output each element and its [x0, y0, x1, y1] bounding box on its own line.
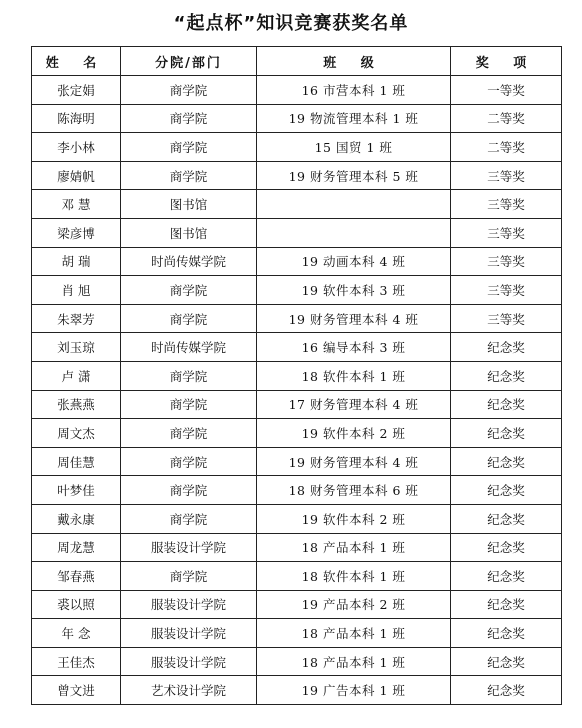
table-row: [32, 76, 562, 105]
cell-name: 陈海明: [32, 104, 121, 133]
table-row: [32, 361, 562, 390]
table-row: [32, 218, 562, 247]
cell-name: 胡 瑞: [32, 247, 121, 276]
table-header-row: [32, 47, 562, 76]
cell-name: 刘玉琼: [32, 333, 121, 362]
cell-award: 三等奖: [451, 247, 562, 276]
table-row: [32, 619, 562, 648]
cell-name: 廖婧帆: [32, 161, 121, 190]
cell-class: 18 产品本科 1 班: [257, 647, 451, 676]
cell-name: 周龙慧: [32, 533, 121, 562]
cell-name: 梁彦博: [32, 218, 121, 247]
cell-class: 19 软件本科 2 班: [257, 419, 451, 448]
table-row: [32, 190, 562, 219]
cell-class: 19 产品本科 2 班: [257, 590, 451, 619]
cell-award: 三等奖: [451, 161, 562, 190]
cell-name: 周文杰: [32, 419, 121, 448]
cell-dept: 商学院: [121, 419, 257, 448]
cell-award: 纪念奖: [451, 590, 562, 619]
cell-class: [257, 218, 451, 247]
table-row: [32, 247, 562, 276]
column-header-award: 奖 项: [451, 47, 562, 76]
column-header-name: 姓 名: [32, 47, 121, 76]
cell-dept: 商学院: [121, 504, 257, 533]
cell-dept: 图书馆: [121, 190, 257, 219]
cell-name: 邓 慧: [32, 190, 121, 219]
cell-dept: 商学院: [121, 133, 257, 162]
award-table: [31, 46, 562, 705]
table-row: [32, 476, 562, 505]
cell-award: 纪念奖: [451, 419, 562, 448]
cell-class: [257, 190, 451, 219]
cell-name: 张定娟: [32, 76, 121, 105]
cell-award: 纪念奖: [451, 390, 562, 419]
cell-class: 18 软件本科 1 班: [257, 562, 451, 591]
column-header-class: 班 级: [257, 47, 451, 76]
table-body: [32, 76, 562, 705]
table-row: [32, 419, 562, 448]
table-row: [32, 447, 562, 476]
cell-dept: 服装设计学院: [121, 533, 257, 562]
cell-dept: 图书馆: [121, 218, 257, 247]
cell-name: 年 念: [32, 619, 121, 648]
cell-class: 16 编导本科 3 班: [257, 333, 451, 362]
cell-dept: 商学院: [121, 361, 257, 390]
cell-name: 肖 旭: [32, 276, 121, 305]
cell-class: 16 市营本科 1 班: [257, 76, 451, 105]
cell-award: 纪念奖: [451, 676, 562, 705]
cell-dept: 时尚传媒学院: [121, 333, 257, 362]
cell-class: 19 财务管理本科 4 班: [257, 447, 451, 476]
cell-dept: 商学院: [121, 476, 257, 505]
cell-award: 纪念奖: [451, 447, 562, 476]
table-row: [32, 276, 562, 305]
cell-class: 17 财务管理本科 4 班: [257, 390, 451, 419]
cell-award: 三等奖: [451, 190, 562, 219]
table-row: [32, 562, 562, 591]
cell-class: 19 财务管理本科 5 班: [257, 161, 451, 190]
cell-class: 19 软件本科 3 班: [257, 276, 451, 305]
cell-class: 19 动画本科 4 班: [257, 247, 451, 276]
page-title: “起点杯”知识竞赛获奖名单: [173, 13, 409, 34]
cell-dept: 艺术设计学院: [121, 676, 257, 705]
cell-award: 纪念奖: [451, 504, 562, 533]
cell-class: 18 财务管理本科 6 班: [257, 476, 451, 505]
cell-award: 纪念奖: [451, 333, 562, 362]
table-row: [32, 647, 562, 676]
cell-dept: 商学院: [121, 76, 257, 105]
table-row: [32, 333, 562, 362]
cell-name: 周佳慧: [32, 447, 121, 476]
cell-dept: 服装设计学院: [121, 647, 257, 676]
cell-class: 18 软件本科 1 班: [257, 361, 451, 390]
table-row: [32, 504, 562, 533]
table-row: [32, 161, 562, 190]
cell-name: 张燕燕: [32, 390, 121, 419]
cell-award: 纪念奖: [451, 533, 562, 562]
cell-name: 朱翠芳: [32, 304, 121, 333]
table-row: [32, 390, 562, 419]
cell-award: 二等奖: [451, 104, 562, 133]
cell-dept: 商学院: [121, 304, 257, 333]
cell-dept: 时尚传媒学院: [121, 247, 257, 276]
cell-name: 戴永康: [32, 504, 121, 533]
table-row: [32, 533, 562, 562]
cell-name: 曾文进: [32, 676, 121, 705]
cell-award: 一等奖: [451, 76, 562, 105]
column-header-dept: 分院/部门: [121, 47, 257, 76]
cell-dept: 商学院: [121, 161, 257, 190]
cell-class: 18 产品本科 1 班: [257, 619, 451, 648]
table-row: [32, 676, 562, 705]
cell-class: 19 财务管理本科 4 班: [257, 304, 451, 333]
cell-dept: 服装设计学院: [121, 619, 257, 648]
cell-class: 19 软件本科 2 班: [257, 504, 451, 533]
cell-award: 纪念奖: [451, 476, 562, 505]
cell-dept: 商学院: [121, 390, 257, 419]
cell-award: 三等奖: [451, 218, 562, 247]
cell-dept: 商学院: [121, 562, 257, 591]
cell-name: 李小林: [32, 133, 121, 162]
table-row: [32, 304, 562, 333]
cell-class: 19 物流管理本科 1 班: [257, 104, 451, 133]
table-row: [32, 104, 562, 133]
cell-class: 18 产品本科 1 班: [257, 533, 451, 562]
table-row: [32, 590, 562, 619]
cell-dept: 商学院: [121, 104, 257, 133]
cell-class: 15 国贸 1 班: [257, 133, 451, 162]
cell-award: 三等奖: [451, 304, 562, 333]
cell-award: 纪念奖: [451, 361, 562, 390]
cell-dept: 商学院: [121, 276, 257, 305]
cell-name: 邹春燕: [32, 562, 121, 591]
cell-name: 王佳杰: [32, 647, 121, 676]
cell-award: 纪念奖: [451, 562, 562, 591]
cell-dept: 服装设计学院: [121, 590, 257, 619]
cell-award: 二等奖: [451, 133, 562, 162]
cell-award: 纪念奖: [451, 647, 562, 676]
cell-dept: 商学院: [121, 447, 257, 476]
cell-name: 叶梦佳: [32, 476, 121, 505]
cell-name: 裘以照: [32, 590, 121, 619]
cell-name: 卢 潇: [32, 361, 121, 390]
cell-award: 纪念奖: [451, 619, 562, 648]
cell-award: 三等奖: [451, 276, 562, 305]
cell-class: 19 广告本科 1 班: [257, 676, 451, 705]
table-row: [32, 133, 562, 162]
